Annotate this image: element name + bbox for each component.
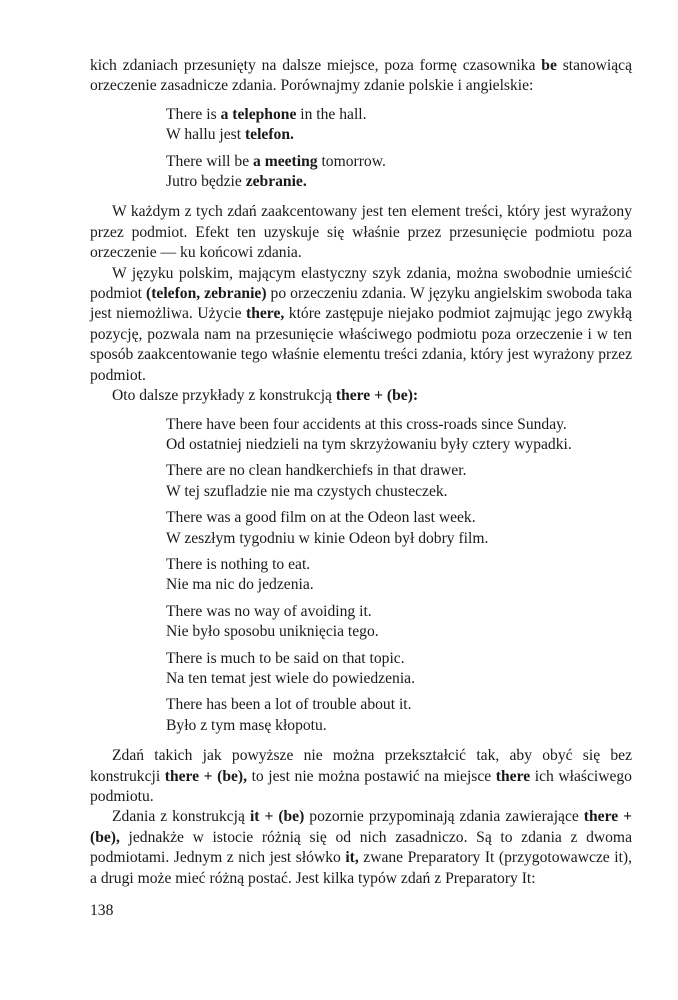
- example-pair: [166, 508, 632, 549]
- polish-syntax-paragraph: W języku polskim, mającym elastyczny szyk zdania, można swobodnie umieścić podmiot (telefon, zebranie) po orzeczeniu zdania. W języku angielskim swoboda taka jest niemożliwa. Użycie there, które zastępuje niejako podmiot zajmując jego zwykłą pozycję, pozwala nam na przesunięcie właściwego podmiotu poza orzeczenie i w ten sposób zaakcentowanie tego właśnie elementu treści zdania, który jest wyrażony przez podmiot.: [90, 264, 632, 384]
- example-english: There is a telephone in the hall.: [166, 105, 367, 123]
- example-english: There will be a meeting tomorrow.: [166, 152, 386, 170]
- bold-term: there: [495, 767, 531, 785]
- example-pair: [166, 555, 632, 596]
- example-polish: Było z tym masę kłopotu.: [166, 716, 327, 734]
- bold-term: there + (be),: [90, 808, 633, 846]
- page-body: [90, 56, 632, 889]
- transform-paragraph: Zdań takich jak powyższe nie można przekształcić tak, aby obyć się bez konstrukcji there + (be), to jest nie można postawić na miejsce there ich właściwego podmiotu.: [90, 747, 632, 805]
- preparatory-it-paragraph: Zdania z konstrukcją it + (be) pozornie przypominają zdania zawierające there + (be), jednakże w istocie różnią się od nich zasadniczo. Są to zdania z dwoma podmiotami. Jednym z nich jest słówko it, zwane Preparatory It (przygotowawcze it), a drugi może mieć różną postać. Jest kilka typów zdań z Preparatory It:: [90, 808, 633, 887]
- example-pair: [166, 602, 632, 643]
- example-pair: [166, 105, 632, 146]
- example-polish: Jutro będzie zebranie.: [166, 173, 307, 191]
- examples-group-b: [90, 415, 632, 737]
- examples-group-a: [90, 105, 632, 193]
- example-english: There was no way of avoiding it.: [166, 602, 372, 620]
- example-polish: Nie ma nic do jedzenia.: [166, 576, 314, 594]
- example-pair: [166, 415, 632, 456]
- example-pair: [166, 649, 632, 690]
- example-english: There was a good film on at the Odeon last week.: [166, 509, 476, 527]
- example-english: There are no clean handkerchiefs in that drawer.: [166, 462, 467, 480]
- example-english: There have been four accidents at this cross-roads since Sunday.: [166, 415, 567, 433]
- text-run: stanowiącą orzeczenie zasadnicze zdania. Porównajmy zdanie polskie i angielskie:: [90, 57, 633, 95]
- example-polish: W hallu jest telefon.: [166, 126, 294, 144]
- example-polish: Na ten temat jest wiele do powiedzenia.: [166, 669, 415, 687]
- bold-term: there + (be):: [335, 387, 419, 405]
- bold-term: there + (be),: [164, 767, 248, 785]
- bold-term: be: [541, 57, 557, 74]
- example-polish: W zeszłym tygodniu w kinie Odeon był dobry film.: [166, 529, 489, 547]
- more-examples-intro: Oto dalsze przykłady z konstrukcją there + (be):: [112, 387, 419, 405]
- emphasis-paragraph: W każdym z tych zdań zaakcentowany jest ten element treści, który jest wyrażony przez podmiot. Efekt ten uzyskuje się właśnie przez przesunięcie podmiotu poza orzeczenie — ku końcowi zdania.: [90, 203, 632, 262]
- example-pair: [166, 695, 632, 736]
- example-english: There is much to be said on that topic.: [166, 649, 405, 667]
- example-english: There has been a lot of trouble about it.: [166, 696, 412, 714]
- example-polish: Nie było sposobu uniknięcia tego.: [166, 623, 379, 641]
- bold-term: (telefon, zebranie): [146, 285, 267, 303]
- bold-term: it,: [345, 849, 359, 867]
- example-polish: Od ostatniej niedzieli na tym skrzyżowaniu były cztery wypadki.: [166, 435, 572, 453]
- example-polish: W tej szufladzie nie ma czystych chusteczek.: [166, 482, 448, 500]
- page-number: 138: [90, 902, 114, 919]
- example-english: There is nothing to eat.: [166, 555, 311, 573]
- intro-paragraph: [90, 56, 632, 97]
- example-pair: [166, 461, 632, 502]
- text-run: kich zdaniach przesunięty na dalsze miejsce, poza formę czasownika: [90, 57, 542, 74]
- example-pair: [166, 152, 632, 193]
- bold-term: there,: [246, 305, 285, 323]
- bold-term: it + (be): [249, 808, 305, 826]
